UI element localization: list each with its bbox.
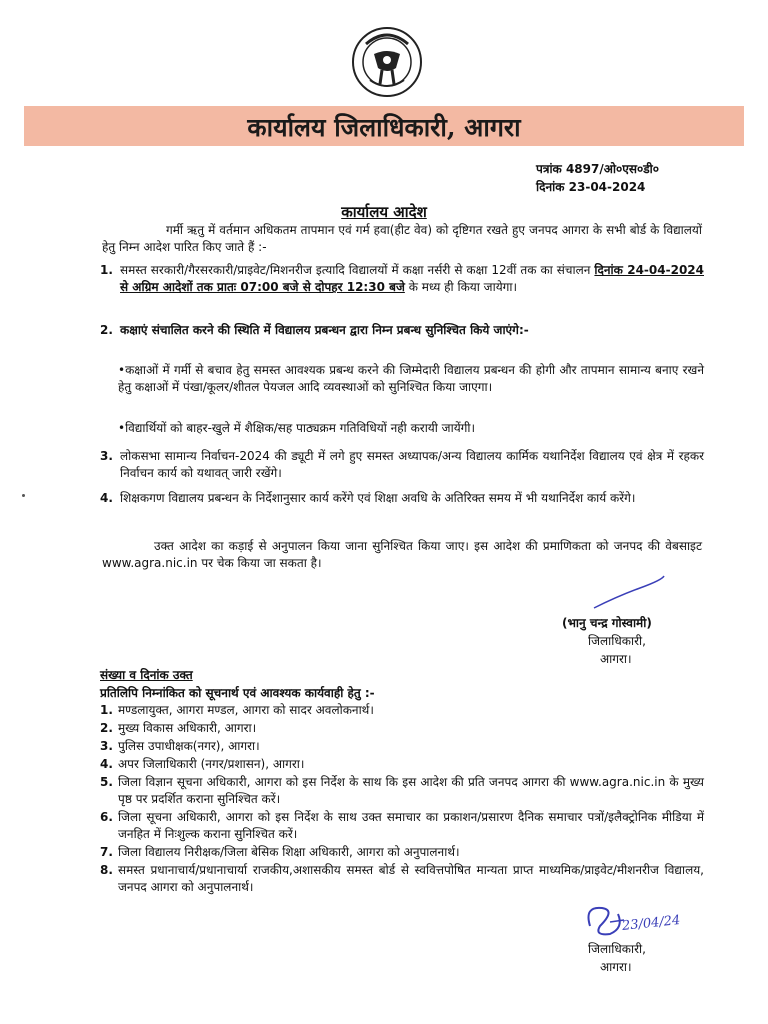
point-1-text-c: के मध्य ही किया जायेगा। — [404, 280, 518, 294]
order-intro: गर्मी ऋतु में वर्तमान अधिकतम तापमान एवं गर्म हवा(हीट वेव) को दृष्टिगत रखते हुए जनपद आगरा के सभी बोर्ड के विद्यालयों हेतु निम्न आदेश पारित किए जाते हैं :- — [102, 223, 702, 254]
letter-number: पत्रांक 4897/ओ०एस०डी० — [536, 162, 659, 176]
point-1-text-a: समस्त सरकारी/गैरसरकारी/प्राइवेट/मिशनरीज इत्यादि विद्यालयों में कक्षा नर्सरी से कक्षा 12वीं तक का संचालन — [120, 263, 595, 277]
order-point-1 — [100, 262, 704, 296]
bullet-item-1: •कक्षाओं में गर्मी से बचाव हेतु समस्त आवश्यक प्रबन्ध करने की जिम्मेदारी विद्यालय प्रबन्धन की होगी और तापमान सामान्य बनाए रखने हेतु कक्षाओं में पंखा/कूलर/शीतल पेयजल आदि व्यवस्थाओं को सुनिश्चित किया जाएगा। — [118, 363, 704, 394]
office-title: कार्यालय जिलाधिकारी, आगरा — [247, 113, 521, 142]
scan-mark — [22, 494, 25, 497]
up-government-emblem-icon — [352, 22, 422, 100]
list-item: 2. मुख्य विकास अधिकारी, आगरा। — [100, 721, 257, 735]
point-number: 2. — [100, 323, 113, 337]
point-2-text: कक्षाएं संचालित करने की स्थिति में विद्यालय प्रबन्धन द्वारा निम्न प्रबन्ध सुनिश्चित किये जाएंगे:- — [120, 323, 529, 337]
signature-stroke — [588, 574, 668, 614]
point-4-text: शिक्षकगण विद्यालय प्रबन्धन के निर्देशानुसार कार्य करेंगे एवं शिक्षा अवधि के अतिरिक्त समय में भी यथानिर्देश कार्य करेंगे। — [120, 491, 636, 505]
copy-heading: प्रतिलिपि निम्नांकित को सूचनार्थ एवं आवश्यक कार्यवाही हेतु :- — [100, 686, 375, 700]
signatory-designation: जिलाधिकारी, — [588, 634, 646, 648]
list-item: 5. जिला विज्ञान सूचना अधिकारी, आगरा को इस निर्देश के साथ कि इस आदेश की प्रति जनपद आगरा की www.agra.nic.in के मुख्य पृष्ठ पर प्रदर्शित कराना सुनिश्चित करें। — [100, 775, 704, 806]
copy-reference: संख्या व दिनांक उक्त — [100, 668, 193, 682]
letter-date: दिनांक 23-04-2024 — [536, 180, 646, 194]
list-item: 1. मण्डलायुक्त, आगरा मण्डल, आगरा को सादर अवलोकनार्थ। — [100, 703, 374, 717]
order-point-3 — [100, 448, 704, 482]
copy-list — [100, 702, 704, 897]
signatory-place: आगरा। — [600, 652, 632, 666]
list-item: 3. पुलिस उपाधीक्षक(नगर), आगरा। — [100, 739, 260, 753]
list-item: 8. समस्त प्रधानाचार्य/प्रधानाचार्या राजकीय,अशासकीय समस्त बोर्ड से स्ववित्तपोषित मान्यता प्राप्त माध्यमिक/प्राइवेट/मीशनरीज विद्यालय, जनपद आगरा को अनुपालनार्थ। — [100, 863, 704, 894]
point-1-timing: दिनांक 24-04-2024 से अग्रिम आदेशों तक प्रातः 07:00 बजे से दोपहर 12:30 बजे — [120, 263, 704, 294]
point-3-text: लोकसभा सामान्य निर्वाचन-2024 की ड्यूटी में लगे हुए समस्त अध्यापक/अन्य विद्यालय कार्मिक यथानिर्देश विद्यालय एवं क्षेत्र में रहकर निर्वाचन कार्य को यथावत् जारी रखेंगे। — [120, 449, 704, 480]
list-item: 4. अपर जिलाधिकारी (नगर/प्रशासन), आगरा। — [100, 757, 305, 771]
point-number: 1. — [100, 263, 113, 277]
list-item: 7. जिला विद्यालय निरीक्षक/जिला बेसिक शिक्षा अधिकारी, आगरा को अनुपालनार्थ। — [100, 845, 460, 859]
order-closing: उक्त आदेश का कड़ाई से अनुपालन किया जाना सुनिश्चित किया जाए। इस आदेश की प्रमाणिकता को जनपद की वेबसाइट www.agra.nic.in पर चेक किया जा सकता है। — [102, 539, 702, 570]
order-point-4 — [100, 490, 704, 507]
signatory-name: (भानु चन्द्र गोस्वामी) — [562, 616, 652, 630]
bullet-item-2: •विद्यार्थियों को बाहर-खुले में शैक्षिक/सह पाठ्यक्रम गतिविधियों नही करायी जायेंगी। — [118, 421, 476, 435]
signatory-place-2: आगरा। — [600, 960, 632, 974]
handwritten-date: 23/04/24 — [621, 912, 682, 935]
point-number: 3. — [100, 449, 113, 463]
signatory-designation-2: जिलाधिकारी, — [588, 942, 646, 956]
order-point-2 — [100, 322, 704, 339]
list-item: 6. जिला सूचना अधिकारी, आगरा को इस निर्देश के साथ उक्त समाचार का प्रकाशन/प्रसारण दैनिक समाचार पत्रों/इलैक्ट्रोनिक मीडिया में जनहित में निःशुल्क कराना सुनिश्चित करें। — [100, 810, 704, 841]
order-heading: कार्यालय आदेश — [341, 203, 427, 221]
point-number: 4. — [100, 491, 113, 505]
